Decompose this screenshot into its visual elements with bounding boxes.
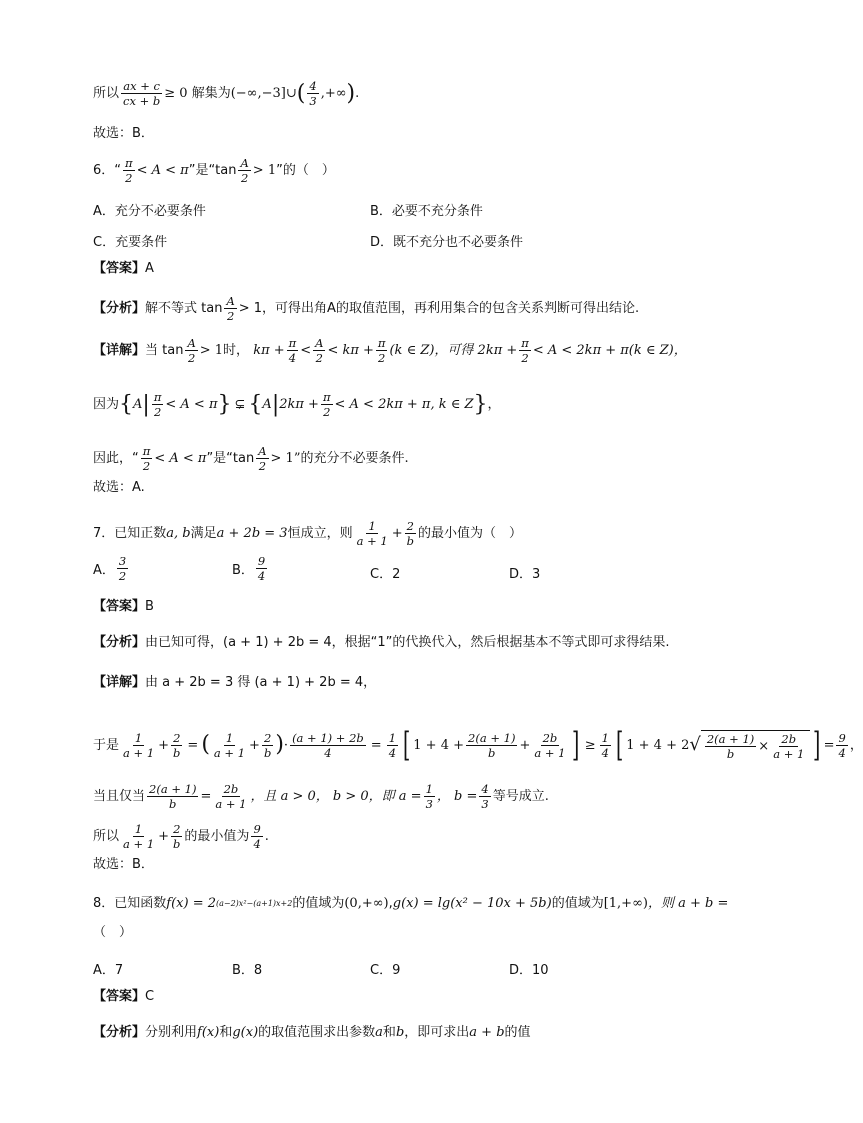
q7-option-b: B． $\frac{9}{4}$ xyxy=(232,554,266,584)
q8-paren: （ ） xyxy=(93,925,133,940)
q5-set-b: ,+∞ xyxy=(320,86,347,102)
q6-stem: 6．“ $\frac{\pi}{2}$ < A < π ”是“tan $\frac{A}{2}$ > 1 ”的（ ） xyxy=(93,156,335,186)
q7-detail-1: 【详解】 由 a + 2b = 3 得 (a + 1) + 2b = 4， xyxy=(93,675,377,690)
q5-end: . xyxy=(355,86,360,102)
q6-choice: 故选：A. xyxy=(93,480,145,495)
q7-option-a: A． $\frac{3}{2}$ xyxy=(93,554,127,584)
q5-set-a: (−∞,−3]∪ xyxy=(230,86,297,102)
q7-option-c: C．2 xyxy=(370,567,401,582)
q6-detail-1: 【详解】 当 tan $\frac{A}{2}$ > 1时， kπ + $\frac{\pi}{4}$ < $\frac{A}{2}$ < kπ + $\frac{\pi}{2}$ (k ∈ Z)，可得 2kπ + $\frac{\pi}{2}$ < A < 2kπ + π(k ∈ Z)， xyxy=(93,336,687,366)
q8-analysis: 【分析】 分别利用 f(x) 和 g(x) 的取值范围求出参数 a 和 b ，即可求出 a + b 的值 xyxy=(93,1025,531,1040)
q6-detail-2: 因为 { A | $\frac{\pi}{2}$ < A < π } ⊊ { A | 2kπ + $\frac{\pi}{2}$ < A < 2kπ + π, k ∈ Z } ， xyxy=(93,390,501,420)
q7-detail-2: 于是 $\frac{1}{a + 1}$ + $\frac{2}{b}$ = ( $\frac{1}{a + 1}$ + $\frac{2}{b}$ ) · $\frac{(a + 1) + 2b}{4}$ = $\frac{1}{4}$ [ 1 + 4 + $\frac{2(a + 1)}{b}$ + $\frac{2b}{a + 1}$ ] ≥ $\frac{1}{4}$ [ 1 + 4 + 2 √ $\frac{2(a + 1)}{b}$ × $\frac{2b}{a + 1}$ ] = $\frac{9}{4}$ ， xyxy=(93,725,863,765)
q5-prefix: 所以 xyxy=(93,86,120,102)
q8-option-a: A．7 xyxy=(93,963,124,978)
q6-analysis: 【分析】 解不等式 tan $\frac{A}{2}$ > 1，可得出角A的取值范围，再利用集合的包含关系判断可得出结论. xyxy=(93,294,640,324)
q6-conclusion: 因此，“ $\frac{\pi}{2}$ < A < π ”是“tan $\frac{A}{2}$ > 1”的充分不必要条件. xyxy=(93,444,409,474)
q5-conclusion-line: 所以 $\frac{ax + c}{cx + b}$ ≥ 0 解集为 (−∞,−3]∪ ( $\frac{4}{3}$ ,+∞ ) . xyxy=(93,79,360,109)
q6-option-a: A．充分不必要条件 xyxy=(93,204,206,219)
q7-stem: 7．已知正数 a, b 满足 a + 2b = 3 恒成立，则 $\frac{1}{a + 1}$ + $\frac{2}{b}$ 的最小值为（ ） xyxy=(93,519,523,549)
q7-choice: 故选：B． xyxy=(93,857,154,872)
q7-detail-4: 所以 $\frac{1}{a + 1}$ + $\frac{2}{b}$ 的最小值为 $\frac{9}{4}$ . xyxy=(93,822,269,852)
q6-option-b: B．必要不充分条件 xyxy=(370,204,483,219)
q8-option-b: B．8 xyxy=(232,963,263,978)
q6-option-d: D．既不充分也不必要条件 xyxy=(370,235,524,250)
q8-answer: 【答案】 C xyxy=(93,989,155,1004)
q7-option-d: D．3 xyxy=(509,567,541,582)
q7-answer: 【答案】 B xyxy=(93,599,154,614)
q5-ineq: ≥ 0 解集为 xyxy=(164,86,231,102)
q7-analysis: 【分析】 由已知可得，(a + 1) + 2b = 4，根据“1”的代换代入，然后根据基本不等式即可求得结果. xyxy=(93,635,670,650)
q8-stem: 8．已知函数 f(x) = 2 (a−2)x²−(a+1)x+2 的值域为 (0,+∞) , g(x) = lg(x² − 10x + 5b) 的值域为 [1,+∞) ，则 a + b = xyxy=(93,896,729,911)
q7-detail-3: 当且仅当 $\frac{2(a + 1)}{b}$ = $\frac{2b}{a + 1}$ ，且 a > 0， b > 0，即 a = $\frac{1}{3}$ ， b = $\frac{4}{3}$ 等号成立. xyxy=(93,782,549,812)
q5-choice: 故选：B． xyxy=(93,126,154,141)
q5-frac2: $\frac{4}{3}$ xyxy=(309,79,317,109)
q6-option-c: C．充要条件 xyxy=(93,235,168,250)
q8-option-c: C．9 xyxy=(370,963,401,978)
q6-answer: 【答案】 A xyxy=(93,261,154,276)
q5-fraction: $\frac{ax + c}{cx + b}$ xyxy=(123,79,161,109)
q8-option-d: D．10 xyxy=(509,963,549,978)
